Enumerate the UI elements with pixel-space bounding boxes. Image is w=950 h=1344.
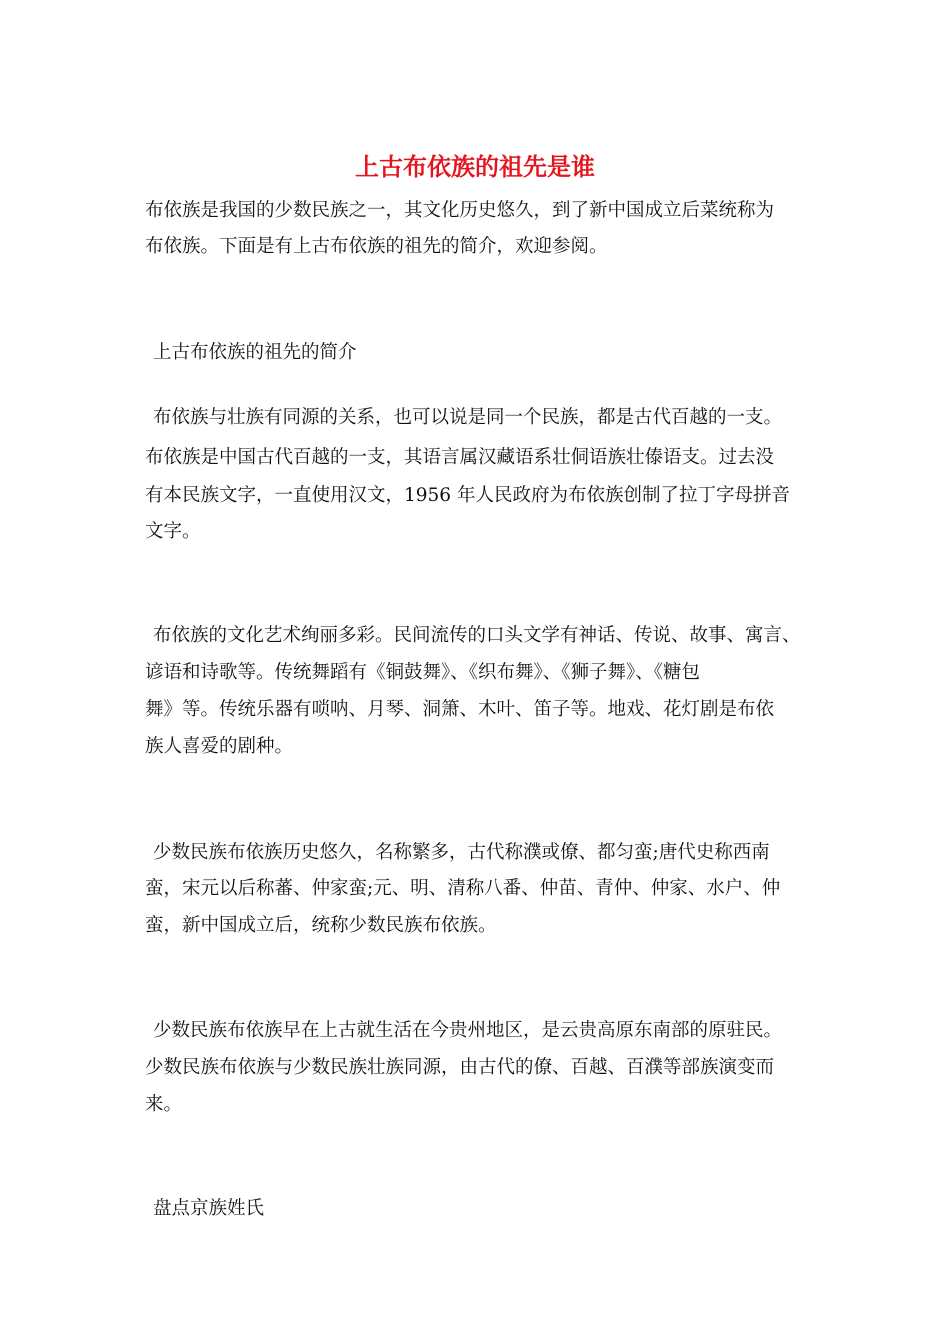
paragraph-4-line-2: 少数民族布依族与少数民族壮族同源，由古代的僚、百越、百濮等部族演变而 [145, 1057, 775, 1078]
closing-heading: 盘点京族姓氏 [153, 1198, 265, 1219]
intro-line-1: 布依族是我国的少数民族之一，其文化历史悠久，到了新中国成立后菜统称为 [145, 200, 775, 221]
intro-line-2: 布依族。下面是有上古布依族的祖先的简介，欢迎参阅。 [145, 236, 608, 257]
document-title: 上古布依族的祖先是谁 [355, 152, 595, 181]
paragraph-3-line-3: 蛮，新中国成立后，统称少数民族布依族。 [145, 915, 497, 936]
paragraph-2-line-1: 布依族的文化艺术绚丽多彩。民间流传的口头文学有神话、传说、故事、寓言、 [153, 625, 801, 646]
paragraph-2-line-3: 舞》等。传统乐器有唢呐、月琴、洞箫、木叶、笛子等。地戏、花灯剧是布依 [145, 699, 775, 720]
paragraph-1-line-2: 布依族是中国古代百越的一支，其语言属汉藏语系壮侗语族壮傣语支。过去没 [145, 447, 775, 468]
paragraph-3-line-2: 蛮，宋元以后称蕃、仲家蛮;元、明、清称八番、仲苗、青仲、仲家、水户、仲 [145, 878, 781, 899]
paragraph-1-line-4: 文字。 [145, 521, 201, 542]
paragraph-2-line-2: 谚语和诗歌等。传统舞蹈有《铜鼓舞》、《织布舞》、《狮子舞》、《糖包 [145, 662, 701, 683]
paragraph-1-line-3: 有本民族文字，一直使用汉文，1956 年人民政府为布依族创制了拉丁字母拼音 [145, 485, 790, 506]
section-heading: 上古布依族的祖先的简介 [153, 342, 357, 363]
paragraph-3-line-1: 少数民族布依族历史悠久，名称繁多，古代称濮或僚、都匀蛮;唐代史称西南 [153, 842, 770, 863]
paragraph-2-line-4: 族人喜爱的剧种。 [145, 736, 294, 757]
paragraph-1-line-1: 布依族与壮族有同源的关系，也可以说是同一个民族，都是古代百越的一支。 [153, 407, 783, 428]
paragraph-4-line-1: 少数民族布依族早在上古就生活在今贵州地区，是云贵高原东南部的原驻民。 [153, 1020, 783, 1041]
paragraph-4-line-3: 来。 [145, 1094, 183, 1115]
